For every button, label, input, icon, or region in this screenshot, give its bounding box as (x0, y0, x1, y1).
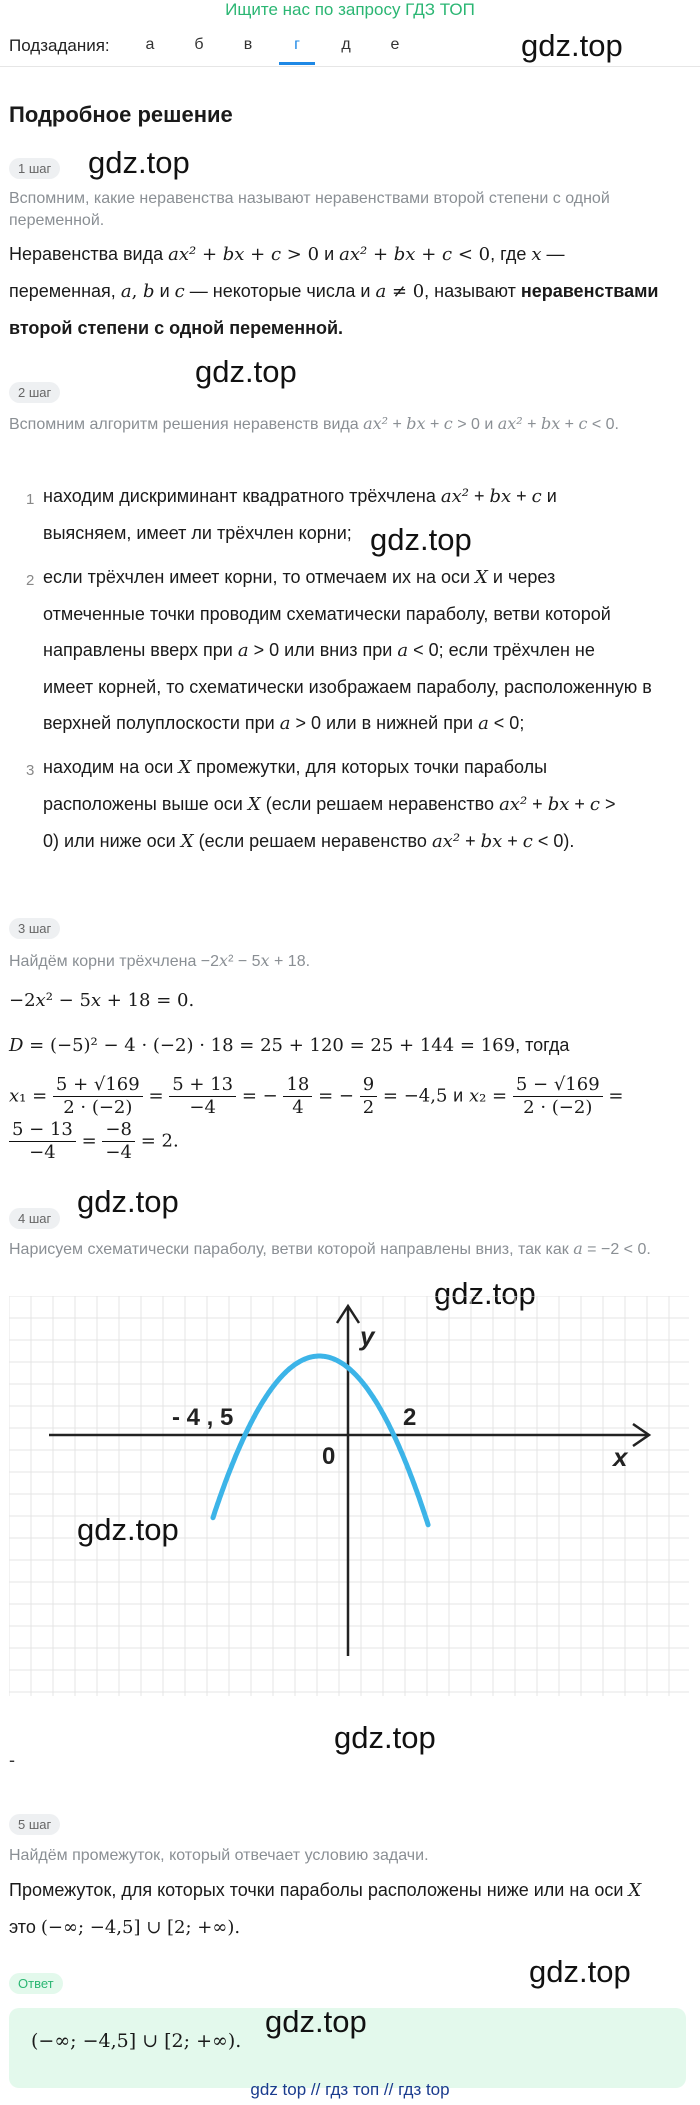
step-badge: 1 шаг (9, 158, 60, 179)
watermark: gdz.top (370, 522, 472, 557)
watermark: gdz.top (88, 145, 190, 180)
list-item: находим дискриминант квадратного трёхчлена ax² + bx + c и выясняем, имеет ли трёхчлен корни; (43, 486, 557, 543)
footer-links[interactable]: gdz top // гдз топ // гдз top (250, 2080, 450, 2099)
page-title: Подробное решение (9, 102, 233, 127)
list-number: 2 (26, 572, 35, 589)
answer-badge: Ответ (9, 1973, 63, 1994)
list-number: 3 (26, 762, 35, 779)
text: расположены выше оси (43, 794, 243, 814)
discriminant: D = (−5)² − 4 · (−2) · 18 = 25 + 120 = 25 + 144 = 169, тогда (9, 1035, 570, 1056)
step1-text: Неравенства вида ax² + bx + c > 0 и ax² + bx + c < 0, где x — переменная, a, b и c — некоторые числа и a ≠ 0, называют неравенствами второй степени с одной переменной. (9, 244, 659, 338)
tab-v[interactable]: в (243, 36, 253, 53)
step-badge: 2 шаг (9, 382, 60, 403)
text: , где (490, 244, 527, 264)
root1-label: - 4 , 5 (172, 1404, 234, 1431)
text: (если решаем неравенство (265, 794, 495, 814)
text: имеет корней, то схематически изображаем параболу, расположенную в (43, 677, 652, 697)
text: переменная, (9, 281, 116, 301)
top-banner[interactable]: Ищите нас по запросу ГДЗ ТОП (225, 0, 475, 19)
text: и (546, 486, 557, 506)
step-badge: 5 шаг (9, 1814, 60, 1835)
text: Найдём корни трёхчлена (9, 953, 197, 970)
watermark: gdz.top (265, 2004, 367, 2039)
watermark: gdz.top (529, 1954, 631, 1989)
tab-d[interactable]: д (341, 36, 351, 53)
tab-g[interactable]: г (279, 36, 315, 65)
step4-hint: Нарисуем схематически параболу, ветви которой направлены вниз, так как a = −2 < 0. (9, 1239, 651, 1258)
y-axis-label: y (360, 1321, 375, 1351)
list-item: находим на оси X промежутки, для которых точки параболы расположены выше оси X (если решаем неравенство ax² + bx + c > 0) или ниже оси X (если решаем неравенство ax² + bx + c < 0). (43, 757, 616, 852)
text: выясняем, имеет ли трёхчлен корни; (43, 523, 352, 543)
text: находим на оси (43, 757, 174, 777)
step3-hint: Найдём корни трёхчлена −2x² − 5x + 18. (9, 951, 311, 970)
origin-label: 0 (322, 1443, 336, 1470)
bold-term: неравенствами второй степени с одной переменной. (9, 281, 659, 338)
answer-value: (−∞; −4,5] ∪ [2; +∞). (31, 2030, 242, 2052)
text: или в нижней при (326, 713, 474, 733)
parabola-chart (9, 1296, 689, 1696)
text: — (546, 244, 565, 264)
step-badge: 3 шаг (9, 918, 60, 939)
dash: - (9, 1750, 15, 1770)
text: верхней полуплоскости при (43, 713, 275, 733)
text: Неравенства вида (9, 244, 164, 264)
subtasks-label: Подзадания: (9, 36, 110, 55)
tab-e[interactable]: е (390, 36, 400, 53)
text: Нарисуем схематически параболу, ветви которой направлены вниз, так как (9, 1241, 569, 1258)
tab-b[interactable]: б (194, 36, 204, 53)
step2-hint: Вспомним алгоритм решения неравенств вида ax² + bx + c > 0 и ax² + bx + c < 0. (9, 414, 619, 433)
text: и (453, 1085, 464, 1106)
text: и (159, 281, 170, 301)
text: , называют (424, 281, 516, 301)
tab-a[interactable]: а (145, 36, 155, 53)
text: ) или ниже оси (53, 831, 176, 851)
equation: −2x² − 5x + 18 = 0. (9, 990, 195, 1011)
watermark: gdz.top (334, 1720, 436, 1755)
text: (если решаем неравенство (198, 831, 427, 851)
step5-hint: Найдём промежуток, который отвечает условию задачи. (9, 1847, 429, 1864)
text: и (324, 244, 335, 264)
watermark: gdz.top (77, 1184, 179, 1219)
text: — некоторые числа и (189, 281, 371, 301)
step5-text: Промежуток, для которых точки параболы расположены ниже или на оси X это (−∞; −4,5] ∪ [2; +∞). (9, 1880, 642, 1938)
roots: x₁ = $\frac{5 + √169}{2 \cdot (-2)}$ = $\frac{5 + 13}{-4}$ = − $\frac{18}{4}$ = − $\frac{9}{2}$ = −4,5 и x₂ = $\frac{5 - √169}{2 \cdot (-2)}$ = $\frac{5 - 13}{-4}$ = $\frac{-8}{-4}$ = 2. (9, 1074, 624, 1163)
text: , тогда (515, 1035, 570, 1055)
watermark: gdz.top (434, 1276, 536, 1311)
watermark: gdz.top (195, 354, 297, 389)
list-item: если трёхчлен имеет корни, то отмечаем их на оси X и через отмеченные точки проводим схематически параболу, ветви которой направлены вверх при a > 0 или вниз при a < 0; если трёхчлен не имеет корней, то схематически изображаем параболу, расположенную в верхней полуплоскости при a > 0 или в нижней при a < 0; (43, 567, 652, 734)
text: отмеченные точки проводим схематически параболу, ветви которой (43, 604, 611, 624)
step-badge: 4 шаг (9, 1208, 60, 1229)
text: направлены вверх при (43, 640, 233, 660)
step1-hint: Вспомним, какие неравенства называют неравенствами второй степени с одной переменной. (9, 190, 610, 229)
text: находим дискриминант квадратного трёхчлена (43, 486, 436, 506)
watermark: gdz.top (521, 28, 623, 63)
list-number: 1 (26, 491, 35, 508)
root2-label: 2 (403, 1404, 417, 1431)
text: Промежуток, для которых точки параболы расположены ниже или на оси (9, 1880, 624, 1900)
parabola-curve (213, 1356, 428, 1525)
text: ; если трёхчлен не (438, 640, 595, 660)
x-axis-label: x (613, 1442, 628, 1472)
text: и через (492, 567, 556, 587)
text: промежутки, для которых точки параболы (196, 757, 548, 777)
watermark: gdz.top (77, 1512, 179, 1547)
text: это (9, 1917, 36, 1937)
text: Вспомним алгоритм решения неравенств вида (9, 416, 359, 433)
text: и (484, 416, 494, 433)
text: если трёхчлен имеет корни, то отмечаем их на оси (43, 567, 471, 587)
tabs-divider (0, 66, 700, 67)
text: или вниз при (284, 640, 393, 660)
